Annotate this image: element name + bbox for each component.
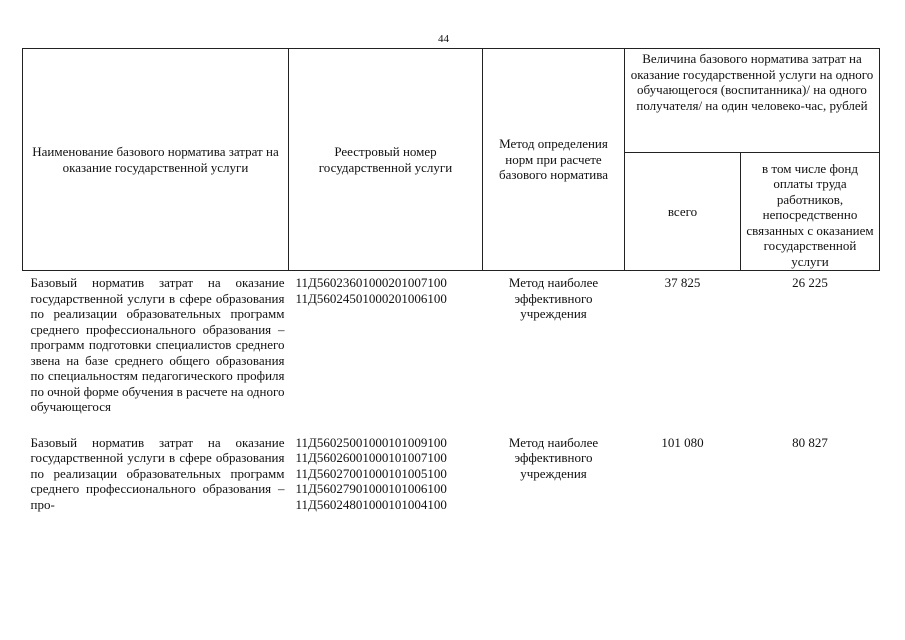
header-payroll: в том числе фонд оплаты труда работников, непосредственно связанных с оказанием государственной услуги (741, 153, 880, 271)
norms-table (22, 48, 880, 512)
row-codes (289, 431, 483, 513)
registry-code: 11Д56027001000101005100 (295, 465, 447, 481)
row-method: Метод наиболее эффективного учреждения (508, 434, 599, 481)
row-codes (289, 271, 483, 415)
row-payroll: 80 827 (792, 434, 828, 450)
row-total: 101 080 (661, 434, 704, 450)
row-name: Базовый норматив затрат на оказание государственной услуги в сфере образования по реализации образовательных программ среднего профессионального образования – про- (30, 434, 285, 512)
registry-code: 11Д56025001000101009100 (295, 434, 447, 450)
header-total: всего (625, 153, 741, 271)
header-name: Наименование базового норматива затрат на оказание государственной услуги (23, 49, 289, 271)
registry-code: 11Д56023601000201007100 (295, 275, 447, 290)
row-method: Метод наиболее эффективного учреждения (508, 275, 599, 321)
page-number: 44 (438, 33, 449, 45)
row-name: Базовый норматив затрат на оказание государственной услуги в сфере образования по реализации образовательных программ среднего профессионального образования – программ подготовки специалистов среднего звена на базе среднего общего образования по специальностям педагогического профиля по очной форме обучения в расчете на одного обучающегося (30, 275, 285, 414)
registry-code: 11Д56027901000101006100 (295, 481, 447, 496)
header-registry: Реестровый номер государственной услуги (289, 49, 483, 271)
header-value-group: Величина базового норматива затрат на оказание государственной услуги на одного обучающегося (воспитанника)/ на одного получателя/ на один человеко-час, рублей (625, 49, 880, 153)
registry-code: 11Д56024801000101004100 (295, 496, 447, 512)
registry-code: 11Д56026001000101007100 (295, 450, 447, 465)
registry-code: 11Д56024501000201006100 (295, 290, 447, 306)
table-row (23, 271, 880, 415)
row-total: 37 825 (664, 275, 701, 290)
header-method: Метод определения норм при расчете базового норматива (483, 49, 625, 271)
table-row (23, 431, 880, 513)
row-spacer (23, 415, 880, 431)
row-payroll: 26 225 (792, 275, 828, 290)
